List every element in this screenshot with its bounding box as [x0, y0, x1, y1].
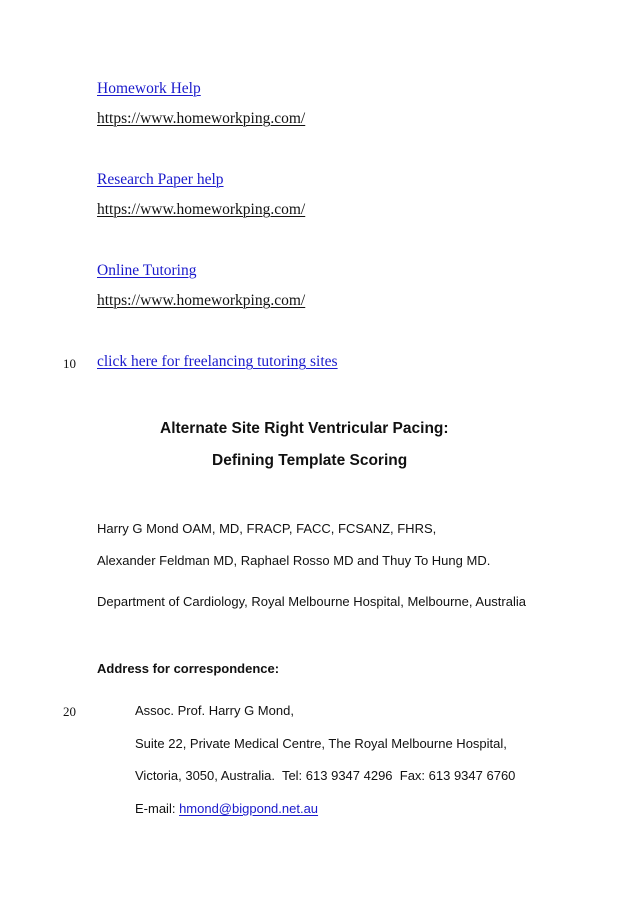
affiliation: Department of Cardiology, Royal Melbourne Hospital, Melbourne, Australia: [97, 594, 526, 609]
correspondence-address-line-2: Victoria, 3050, Australia. Tel: 613 9347 4296 Fax: 613 9347 6760: [135, 768, 516, 783]
research-paper-help-url[interactable]: https://www.homeworkping.com/: [97, 201, 306, 218]
online-tutoring-url[interactable]: https://www.homeworkping.com/: [97, 292, 306, 309]
correspondence-name: Assoc. Prof. Harry G Mond,: [135, 703, 294, 718]
correspondence-heading: Address for correspondence:: [97, 661, 280, 676]
article-title-line-1: Alternate Site Right Ventricular Pacing:: [160, 420, 449, 437]
online-tutoring-link[interactable]: Online Tutoring: [97, 262, 197, 279]
email-link[interactable]: hmond@bigpond.net.au: [179, 801, 319, 816]
line-number-10: 10: [63, 356, 76, 371]
line-number-20: 20: [63, 704, 76, 719]
homework-help-link[interactable]: Homework Help: [97, 80, 201, 97]
email-label: E-mail:: [135, 801, 180, 816]
freelancing-sites-link[interactable]: click here for freelancing tutoring sites: [97, 353, 338, 370]
authors-line-1: Harry G Mond OAM, MD, FRACP, FACC, FCSANZ, FHRS,: [97, 521, 437, 536]
research-paper-help-link[interactable]: Research Paper help: [97, 171, 224, 188]
homework-help-url[interactable]: https://www.homeworkping.com/: [97, 110, 306, 127]
correspondence-address-line-1: Suite 22, Private Medical Centre, The Royal Melbourne Hospital,: [135, 736, 507, 751]
article-title-line-2: Defining Template Scoring: [212, 452, 408, 469]
authors-line-2: Alexander Feldman MD, Raphael Rosso MD and Thuy To Hung MD.: [97, 553, 491, 568]
correspondence-email-line: [135, 801, 318, 816]
